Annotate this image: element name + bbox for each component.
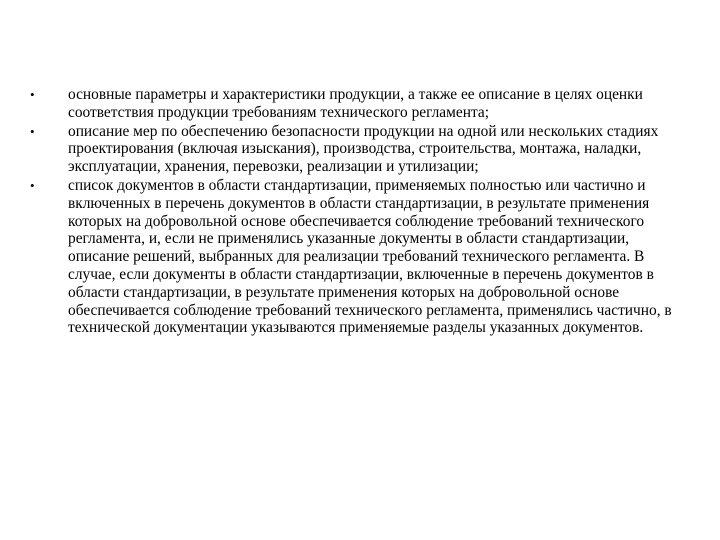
list-item (28, 177, 690, 337)
list-item (28, 123, 690, 176)
bullet-list (28, 86, 690, 338)
bullet-text: описание мер по обеспечению безопасности продукции на одной или нескольких стадиях проектирования (включая изыскания), производства, строительства, монтажа, наладки, эксплуатации, хранения, перевозки, реализации и утилизации; (68, 122, 659, 176)
bullet-text: основные параметры и характеристики продукции, а также ее описание в целях оценки соответствия продукции требованиям технического регламента; (68, 86, 643, 121)
bullet-marker: • (30, 177, 35, 193)
bullet-marker: • (30, 87, 35, 102)
list-item (28, 86, 690, 122)
bullet-text: список документов в области стандартизации, применяемых полностью или частично и включенных в перечень документов в области стандартизации, в результате применения которых на добровольной основе обеспечивается соблюдение требований технического регламента, и, если не применялись указанные документы в области стандартизации, описание решений, выбранных для реализации требований технического регламента. В случае, если документы в области стандартизации, включенные в перечень документов в области стандартизации, в результате применения которых на добровольной основе обеспечивается соблюдение требований технического регламента, применялись частично, в технической документации указываются применяемые разделы указанных документов. (68, 176, 672, 337)
bullet-marker: • (30, 123, 35, 139)
